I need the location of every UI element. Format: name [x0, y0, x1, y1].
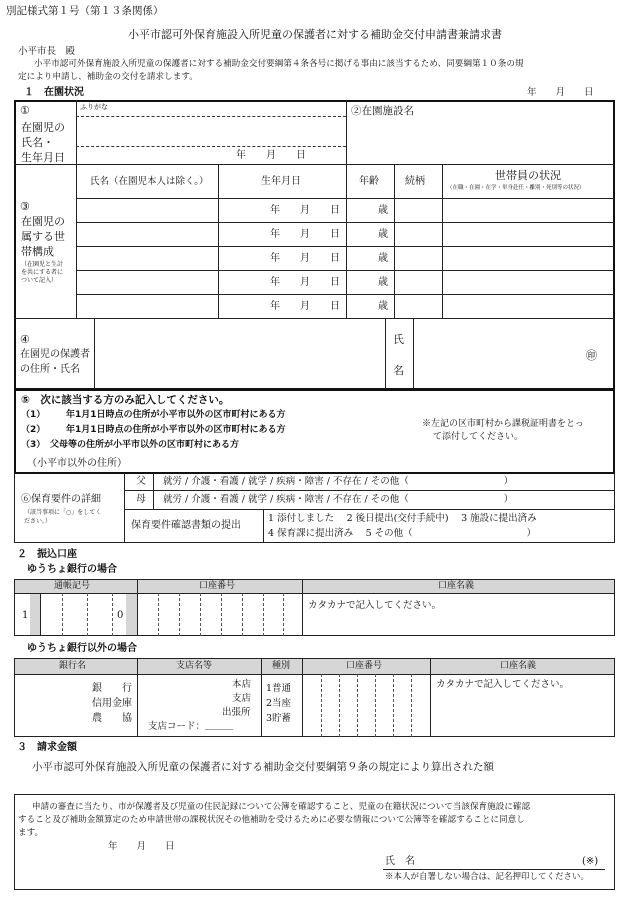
type-header: 種別 — [272, 661, 291, 671]
household-row-age[interactable]: 歳 — [378, 277, 388, 288]
col-age-header: 年齢 — [359, 176, 379, 187]
other-address-label: （小平市以外の住所） — [27, 458, 127, 469]
child-label-1: 在園児の — [21, 121, 65, 134]
col-relation-header: 続柄 — [405, 176, 425, 187]
child-label-2: 氏名・ — [21, 136, 54, 149]
household-label-2: 属する世 — [21, 230, 65, 243]
col-name-header: 氏名（在園児本人は除く。） — [90, 176, 209, 187]
child-label-3: 生年月日 — [21, 151, 65, 164]
col-birth-header: 生年月日 — [261, 176, 301, 187]
consent-mark: (※) — [582, 856, 599, 867]
household-row-birth[interactable]: 年 月 日 — [270, 277, 340, 288]
branch-type-option[interactable]: 出張所 — [222, 707, 251, 718]
branch-header: 支店名等 — [176, 661, 213, 671]
account-type-option[interactable]: 3貯蓄 — [266, 713, 292, 724]
household-row-birth[interactable]: 年 月 日 — [270, 253, 340, 264]
residence-heading: ⑤ 次に該当する方のみ記入してください。 — [21, 394, 230, 406]
household-label-3: 帯構成 — [21, 245, 54, 258]
consent-signature-field[interactable] — [420, 854, 580, 868]
mother-options[interactable]: 就労 / 介護・看護 / 就学 / 疾病・障害 / 不存在 / その他（ ） — [163, 494, 514, 505]
child-name-field[interactable] — [78, 118, 344, 145]
consent-line-2: すること及び補助金額算定のため申請世帯の課税状況その他補助を受けるために必要な情報について公簿等を確認することに同意し — [18, 815, 525, 825]
claim-amount-text: 小平市認可外保育施設入所児童の保護者に対する補助金交付要綱第９条の規定により算出された額 — [32, 761, 494, 773]
section3-heading: ３ 請求金額 — [17, 742, 77, 753]
yucho-account-field[interactable] — [140, 596, 300, 634]
consent-line-3: ます。 — [18, 828, 44, 838]
residence-item-num: （2） — [21, 425, 46, 435]
furigana-label: ふりがな — [80, 103, 108, 111]
addressee: 小平市長 殿 — [18, 46, 76, 57]
other-bank-heading: ゆうちょ銀行以外の場合 — [27, 643, 137, 654]
residence-item-text: 年1月1日時点の住所が小平市以外の区市町村にある方 — [66, 425, 286, 435]
guardian-label-1: 在園児の保護者 — [20, 349, 90, 360]
residence-item-num: （1） — [21, 410, 46, 420]
consent-date[interactable]: 年 月 日 — [108, 841, 175, 852]
requirements-note-2: ださい。） — [24, 518, 52, 525]
facility-label: ②在園施設名 — [351, 105, 414, 117]
section2-heading: ２ 振込口座 — [17, 549, 77, 560]
requirements-label: ⑥保育要件の詳細 — [21, 494, 101, 505]
col-status-subheader: （在職・在園・在学・単身赴任・離別・死別等の状況） — [447, 185, 585, 191]
residence-note-2: て添付してください。 — [433, 432, 524, 442]
household-row-age[interactable]: 歳 — [378, 301, 388, 312]
child-number: ① — [20, 104, 30, 117]
household-number: ③ — [20, 200, 30, 213]
household-row-age[interactable]: 歳 — [378, 205, 388, 216]
bank-type-option[interactable]: 農 協 — [92, 713, 132, 724]
guardian-name-label-2: 名 — [393, 364, 404, 377]
father-label: 父 — [136, 476, 146, 487]
consent-note: ※本人が自署しない場合は、記名押印してください。 — [385, 872, 590, 882]
other-account-header: 口座番号 — [346, 661, 383, 671]
page-title: 小平市認可外保育施設入所児童の保護者に対する補助金交付申請書兼請求書 — [128, 28, 502, 41]
guardian-address-field[interactable] — [96, 320, 382, 388]
yucho-account-header: 口座番号 — [199, 581, 236, 591]
account-type-option[interactable]: 2当座 — [266, 698, 292, 709]
yucho-holder-header: 口座名義 — [438, 581, 475, 591]
father-options[interactable]: 就労 / 介護・看護 / 就学 / 疾病・障害 / 不存在 / その他（ ） — [163, 476, 514, 487]
branch-code-field[interactable]: 支店コード：＿＿＿ — [148, 721, 234, 732]
other-account-field[interactable] — [304, 676, 428, 735]
intro-line-1: 小平市認可外保育施設入所児童の保護者に対する補助金交付要綱第４条各号に掲げる事由に該当するため、同要綱第１０条の規 — [34, 59, 524, 69]
guardian-number: ④ — [20, 333, 30, 346]
yucho-holder-field[interactable]: カタカナで記入してください。 — [308, 600, 442, 611]
household-note-2: を共にする者に — [21, 269, 64, 276]
household-note-1: （在園児と生計 — [21, 261, 64, 268]
household-label-1: 在園児の — [21, 215, 65, 228]
guardian-name-field[interactable] — [416, 320, 566, 388]
household-note-3: ついて記入） — [21, 277, 58, 284]
docs-label: 保育要件確認書類の提出 — [131, 520, 241, 531]
other-holder-header: 口座名義 — [500, 661, 537, 671]
branch-type-option[interactable]: 本店 — [232, 679, 252, 690]
household-row-birth[interactable]: 年 月 日 — [270, 205, 340, 216]
passbook-digit-1: 1 — [22, 610, 29, 621]
residence-item-text: 年1月1日時点の住所が小平市以外の区市町村にある方 — [66, 410, 286, 420]
passbook-digit-last: 0 — [117, 610, 124, 621]
household-row-age[interactable]: 歳 — [378, 253, 388, 264]
household-row-age[interactable]: 歳 — [378, 229, 388, 240]
col-status-header: 世帯員の状況 — [495, 169, 561, 182]
consent-line-1: 申請の審査に当たり、市が保護者及び児童の住民記録について公簿を確認すること、児童の在籍状況について当該保育施設に確認 — [32, 802, 531, 812]
consent-name-label: 氏 名 — [385, 856, 415, 867]
household-row-birth[interactable]: 年 月 日 — [270, 229, 340, 240]
yucho-heading: ゆうちょ銀行の場合 — [27, 564, 117, 575]
requirements-note-1: （該当事項に「○」をしてく — [24, 509, 102, 516]
household-row-birth[interactable]: 年 月 日 — [270, 301, 340, 312]
guardian-name-label-1: 氏 — [393, 333, 404, 346]
section1-heading: １ 在園状況 — [24, 87, 84, 98]
bank-type-option[interactable]: 信用金庫 — [92, 698, 132, 709]
intro-line-2: 定により申請し、補助金の交付を請求します。 — [18, 72, 198, 82]
bank-name-header: 銀行名 — [59, 661, 87, 671]
child-birth-date[interactable]: 年 月 日 — [236, 150, 306, 161]
docs-options-1[interactable]: 1 添付しました 2 後日提出(交付手続中) 3 施設に提出済み — [268, 513, 537, 524]
application-date[interactable]: 年 月 日 — [527, 87, 594, 98]
account-type-option[interactable]: 1普通 — [266, 683, 292, 694]
branch-type-option[interactable]: 支店 — [232, 693, 252, 704]
guardian-label-2: の住所・氏名 — [20, 364, 80, 375]
bank-type-option[interactable]: 銀 行 — [92, 683, 132, 694]
yucho-passbook-header: 通帳記号 — [54, 581, 91, 591]
residence-note-1: ※左記の区市町村から課税証明書をとっ — [422, 419, 584, 429]
residence-item-num: （3） — [21, 440, 46, 450]
mother-label: 母 — [136, 494, 146, 505]
form-number: 別記様式第１号（第１３条関係） — [6, 5, 164, 17]
docs-options-2[interactable]: 4 保育課に提出済み 5 その他（ ） — [268, 528, 537, 539]
seal-icon: ㊞ — [586, 349, 597, 362]
other-holder-field[interactable]: カタカナで記入してください。 — [436, 679, 570, 690]
residence-item-text: 父母等の住所が小平市以外の区市町村にある方 — [50, 440, 240, 450]
facility-name-field[interactable] — [350, 122, 612, 162]
other-address-field[interactable] — [130, 455, 610, 471]
